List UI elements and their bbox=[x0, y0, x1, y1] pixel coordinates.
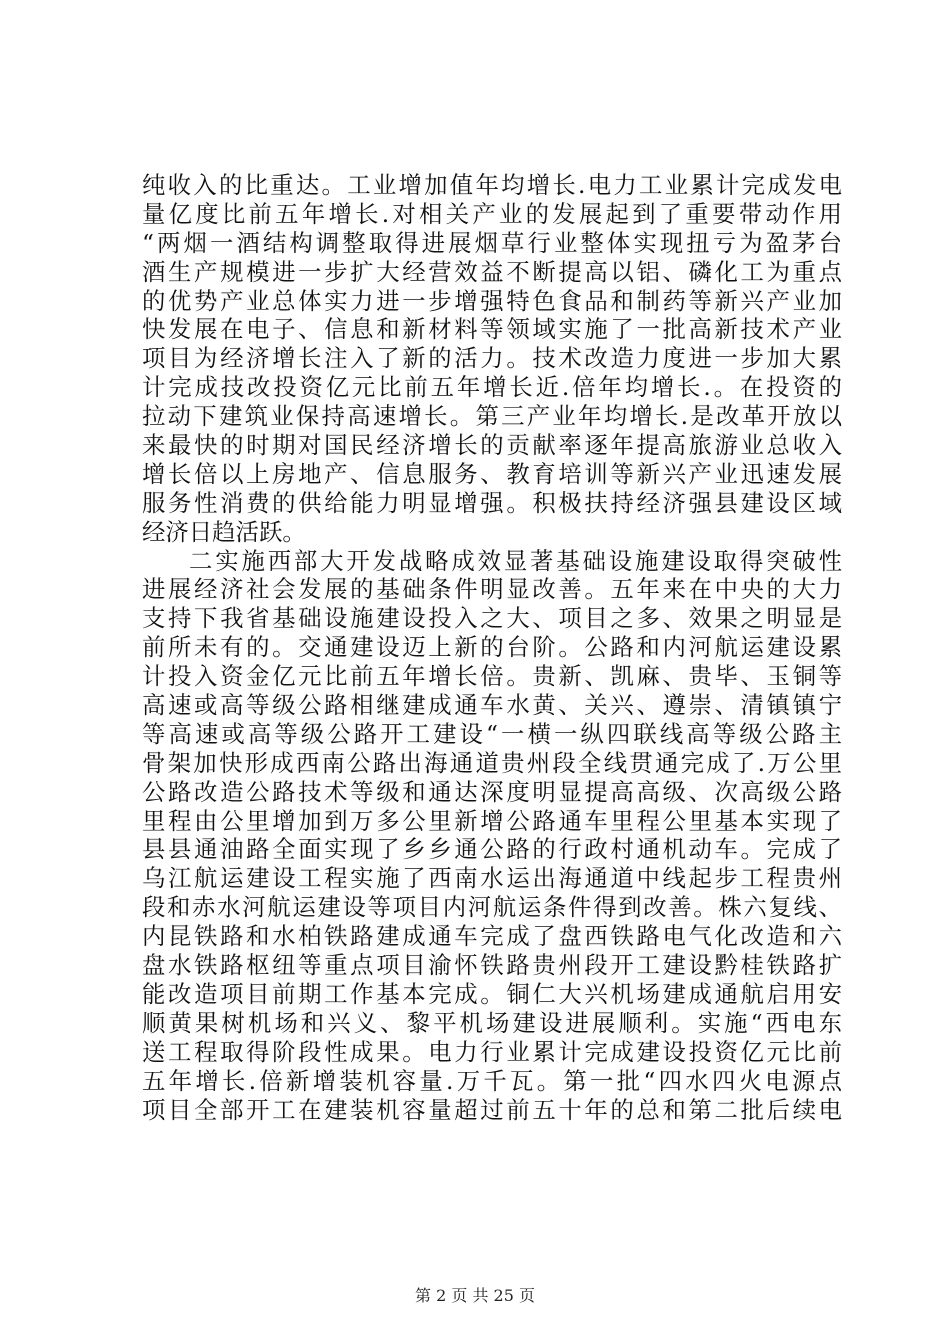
text-line: 内昆铁路和水柏铁路建成通车完成了盘西铁路电气化改造和六 bbox=[142, 922, 842, 951]
text-line: 计投入资金亿元比前五年增长倍。贵新、凯麻、贵毕、玉铜等 bbox=[142, 662, 842, 691]
text-line: 五年增长.倍新增装机容量.万千瓦。第一批“四水四火电源点 bbox=[142, 1066, 842, 1095]
text-line: 乌江航运建设工程实施了西南水运出海通道中线起步工程贵州 bbox=[142, 864, 842, 893]
text-line: 来最快的时期对国民经济增长的贡献率逐年提高旅游业总收入 bbox=[142, 431, 842, 460]
text-line: 公路改造公路技术等级和通达深度明显提高高级、次高级公路 bbox=[142, 777, 842, 806]
text-line: 纯收入的比重达。工业增加值年均增长.电力工业累计完成发电 bbox=[142, 171, 842, 199]
text-line: 项目为经济增长注入了新的活力。技术改造力度进一步加大累 bbox=[142, 344, 842, 373]
text-line: 增长倍以上房地产、信息服务、教育培训等新兴产业迅速发展 bbox=[142, 459, 842, 488]
text-line: 盘水铁路枢纽等重点项目渝怀铁路贵州段开工建设黔桂铁路扩 bbox=[142, 951, 842, 980]
text-line: 里程由公里增加到万多公里新增公路通车里程公里基本实现了 bbox=[142, 806, 842, 835]
text-line: 计完成技改投资亿元比前五年增长近.倍年均增长.。在投资的 bbox=[142, 373, 842, 402]
text-line: 拉动下建筑业保持高速增长。第三产业年均增长.是改革开放以 bbox=[142, 402, 842, 431]
text-line: 项目全部开工在建装机容量超过前五十年的总和第二批后续电 bbox=[142, 1095, 842, 1124]
page-number-footer: 第 2 页 共 25 页 bbox=[415, 1286, 535, 1305]
text-line: “两烟一酒结构调整取得进展烟草行业整体实现扭亏为盈茅台 bbox=[142, 228, 842, 257]
text-line: 等高速或高等级公路开工建设“一横一纵四联线高等级公路主 bbox=[142, 719, 842, 748]
text-line: 量亿度比前五年增长.对相关产业的发展起到了重要带动作用 bbox=[142, 199, 842, 228]
text-line: 段和赤水河航运建设等项目内河航运条件得到改善。株六复线、 bbox=[142, 893, 842, 922]
text-line: 支持下我省基础设施建设投入之大、项目之多、效果之明显是 bbox=[142, 604, 842, 633]
text-line: 服务性消费的供给能力明显增强。积极扶持经济强县建设区域 bbox=[142, 488, 842, 517]
text-line: 高速或高等级公路相继建成通车水黄、关兴、遵崇、清镇镇宁 bbox=[142, 691, 842, 720]
text-line: 能改造项目前期工作基本完成。铜仁大兴机场建成通航启用安 bbox=[142, 979, 842, 1008]
text-line: 快发展在电子、信息和新材料等领域实施了一批高新技术产业 bbox=[142, 315, 842, 344]
text-line: 经济日趋活跃。 bbox=[142, 517, 306, 546]
body-text bbox=[142, 171, 842, 1124]
text-line: 顺黄果树机场和兴义、黎平机场建设进展顺利。实施“西电东 bbox=[142, 1008, 842, 1037]
text-line: 酒生产规模进一步扩大经营效益不断提高以铝、磷化工为重点 bbox=[142, 257, 842, 286]
text-line: 的优势产业总体实力进一步增强特色食品和制药等新兴产业加 bbox=[142, 286, 842, 315]
text-line: 送工程取得阶段性成果。电力行业累计完成建设投资亿元比前 bbox=[142, 1037, 842, 1066]
text-line: 进展经济社会发展的基础条件明显改善。五年来在中央的大力 bbox=[142, 575, 842, 604]
text-line: 县县通油路全面实现了乡乡通公路的行政村通机动车。完成了 bbox=[142, 835, 842, 864]
text-line: 前所未有的。交通建设迈上新的台阶。公路和内河航运建设累 bbox=[142, 633, 842, 662]
text-line: 骨架加快形成西南公路出海通道贵州段全线贯通完成了.万公里 bbox=[142, 748, 842, 777]
paragraph-first-line: 二实施西部大开发战略成效显著基础设施建设取得突破性 bbox=[189, 546, 842, 575]
